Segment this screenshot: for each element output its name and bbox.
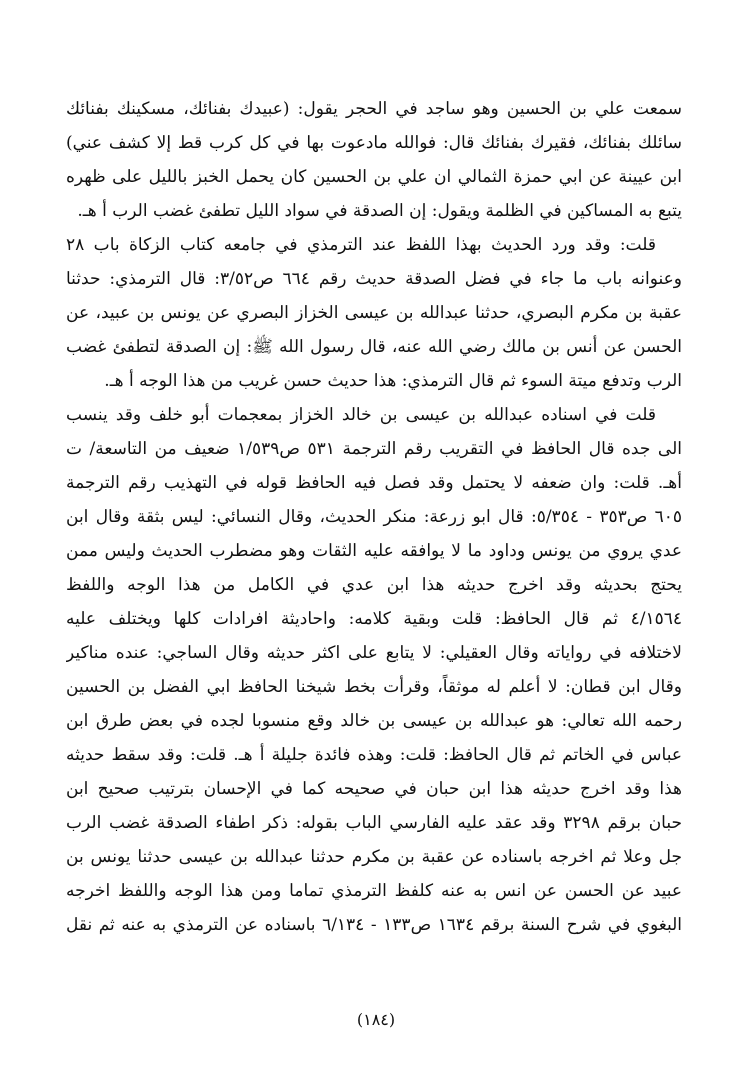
- text-line: رحمه الله تعالي: هو عبدالله بن عيسى بن خالد وقع منسوبا لجده في بعض طرق ابن: [66, 711, 682, 731]
- text-line: عقبة بن مكرم البصري، حدثنا عبدالله بن عيسى الخزاز البصري عن يونس بن عبيد، عن: [66, 303, 682, 323]
- text-line: البغوي في شرح السنة برقم ١٦٣٤ ص١٣٣ - ٦/١٣٤ باسناده عن الترمذي به عنه ثم نقل: [66, 915, 682, 935]
- text-line: وعنوانه باب ما جاء في فضل الصدقة حديث رقم ٦٦٤ ص٣/٥٢: قال الترمذي: حدثنا: [66, 269, 682, 289]
- text-line: عباس في الخاتم ثم قال الحافظ: قلت: وهذه فائدة جليلة أ هـ. قلت: وقد سقط حديثه: [66, 745, 682, 765]
- text-line: هذا وقد اخرج حديثه هذا ابن حبان في صحيحه كما في الإحسان بترتيب صحيح ابن: [66, 779, 682, 799]
- text-line: جل وعلا ثم اخرجه باسناده عن عقبة بن مكرم حدثنا عبدالله بن عيسى حدثنا يونس بن: [66, 847, 682, 867]
- text-line: عبيد عن الحسن عن انس به عنه كلفظ الترمذي تماما ومن هذا الوجه واللفظ اخرجه: [66, 881, 682, 901]
- text-line: الرب وتدفع ميتة السوء ثم قال الترمذي: هذا حديث حسن غريب من هذا الوجه أ هـ.: [104, 371, 682, 391]
- text-line: ٦٠٥ ص٣٥٣ - ٥/٣٥٤: قال ابو زرعة: منكر الحديث، وقال النسائي: ليس بثقة وقال ابن: [66, 507, 682, 527]
- page-number: (١٨٤): [356, 1010, 396, 1029]
- text-line: ابن عيينة عن ابي حمزة الثمالي ان علي بن الحسين كان يحمل الخبز بالليل على ظهره: [66, 167, 682, 187]
- body-text: [66, 92, 682, 942]
- text-line: ٤/١٥٦٤ ثم قال الحافظ: قلت وبقية كلامه: واحاديثة افرادات كلها ويختلف عليه: [66, 609, 682, 629]
- text-line: يحتج بحديثه وقد اخرج حديثه هذا ابن عدي في الكامل من هذا الوجه واللفظ: [66, 575, 682, 595]
- text-line: الحسن عن أنس بن مالك رضي الله عنه، قال رسول الله ﷺ: إن الصدقة لتطفئ غضب: [66, 337, 682, 357]
- text-line: أهـ. قلت: وان ضعفه لا يحتمل وقد فصل فيه الحافظ قوله في التهذيب رقم الترجمة: [66, 473, 682, 493]
- text-line: سائلك بفنائك، فقيرك بفنائك قال: فوالله مادعوت بها في كل كرب قط إلا كشف عني): [66, 133, 682, 153]
- text-line: الى جده قال الحافظ في التقريب رقم الترجمة ٥٣١ ص١/٥٣٩ ضعيف من التاسعة/ ت: [66, 439, 682, 459]
- text-line: وقال ابن قطان: لا أعلم له موثقاً، وقرأت بخط شيخنا الحافظ ابي الفضل بن الحسين: [66, 677, 682, 697]
- text-line: حبان برقم ٣٢٩٨ وقد عقد عليه الفارسي الباب بقوله: ذكر اطفاء الصدقة غضب الرب: [66, 813, 682, 833]
- text-line: يتبع به المساكين في الظلمة ويقول: إن الصدقة في سواد الليل تطفئ غضب الرب أ هـ.: [77, 201, 682, 221]
- text-line: قلت في اسناده عبدالله بن عيسى بن خالد الخزاز بمعجمات أبو خلف وقد ينسب: [66, 405, 656, 425]
- text-line: سمعت علي بن الحسين وهو ساجد في الحجر يقول: (عبيدك بفنائك، مسكينك بفنائك: [66, 99, 682, 119]
- text-line: عدي يروي من يونس وداود ما لا يوافقه عليه الثقات وهو مضطرب الحديث وليس ممن: [66, 541, 682, 561]
- text-line: لاختلافه في رواياته وقال العقيلي: لا يتابع على اكثر حديثه وقال الساجي: عنده مناكير: [66, 643, 682, 663]
- text-line: قلت: وقد ورد الحديث بهذا اللفظ عند الترمذي في جامعه كتاب الزكاة باب ٢٨: [66, 235, 656, 255]
